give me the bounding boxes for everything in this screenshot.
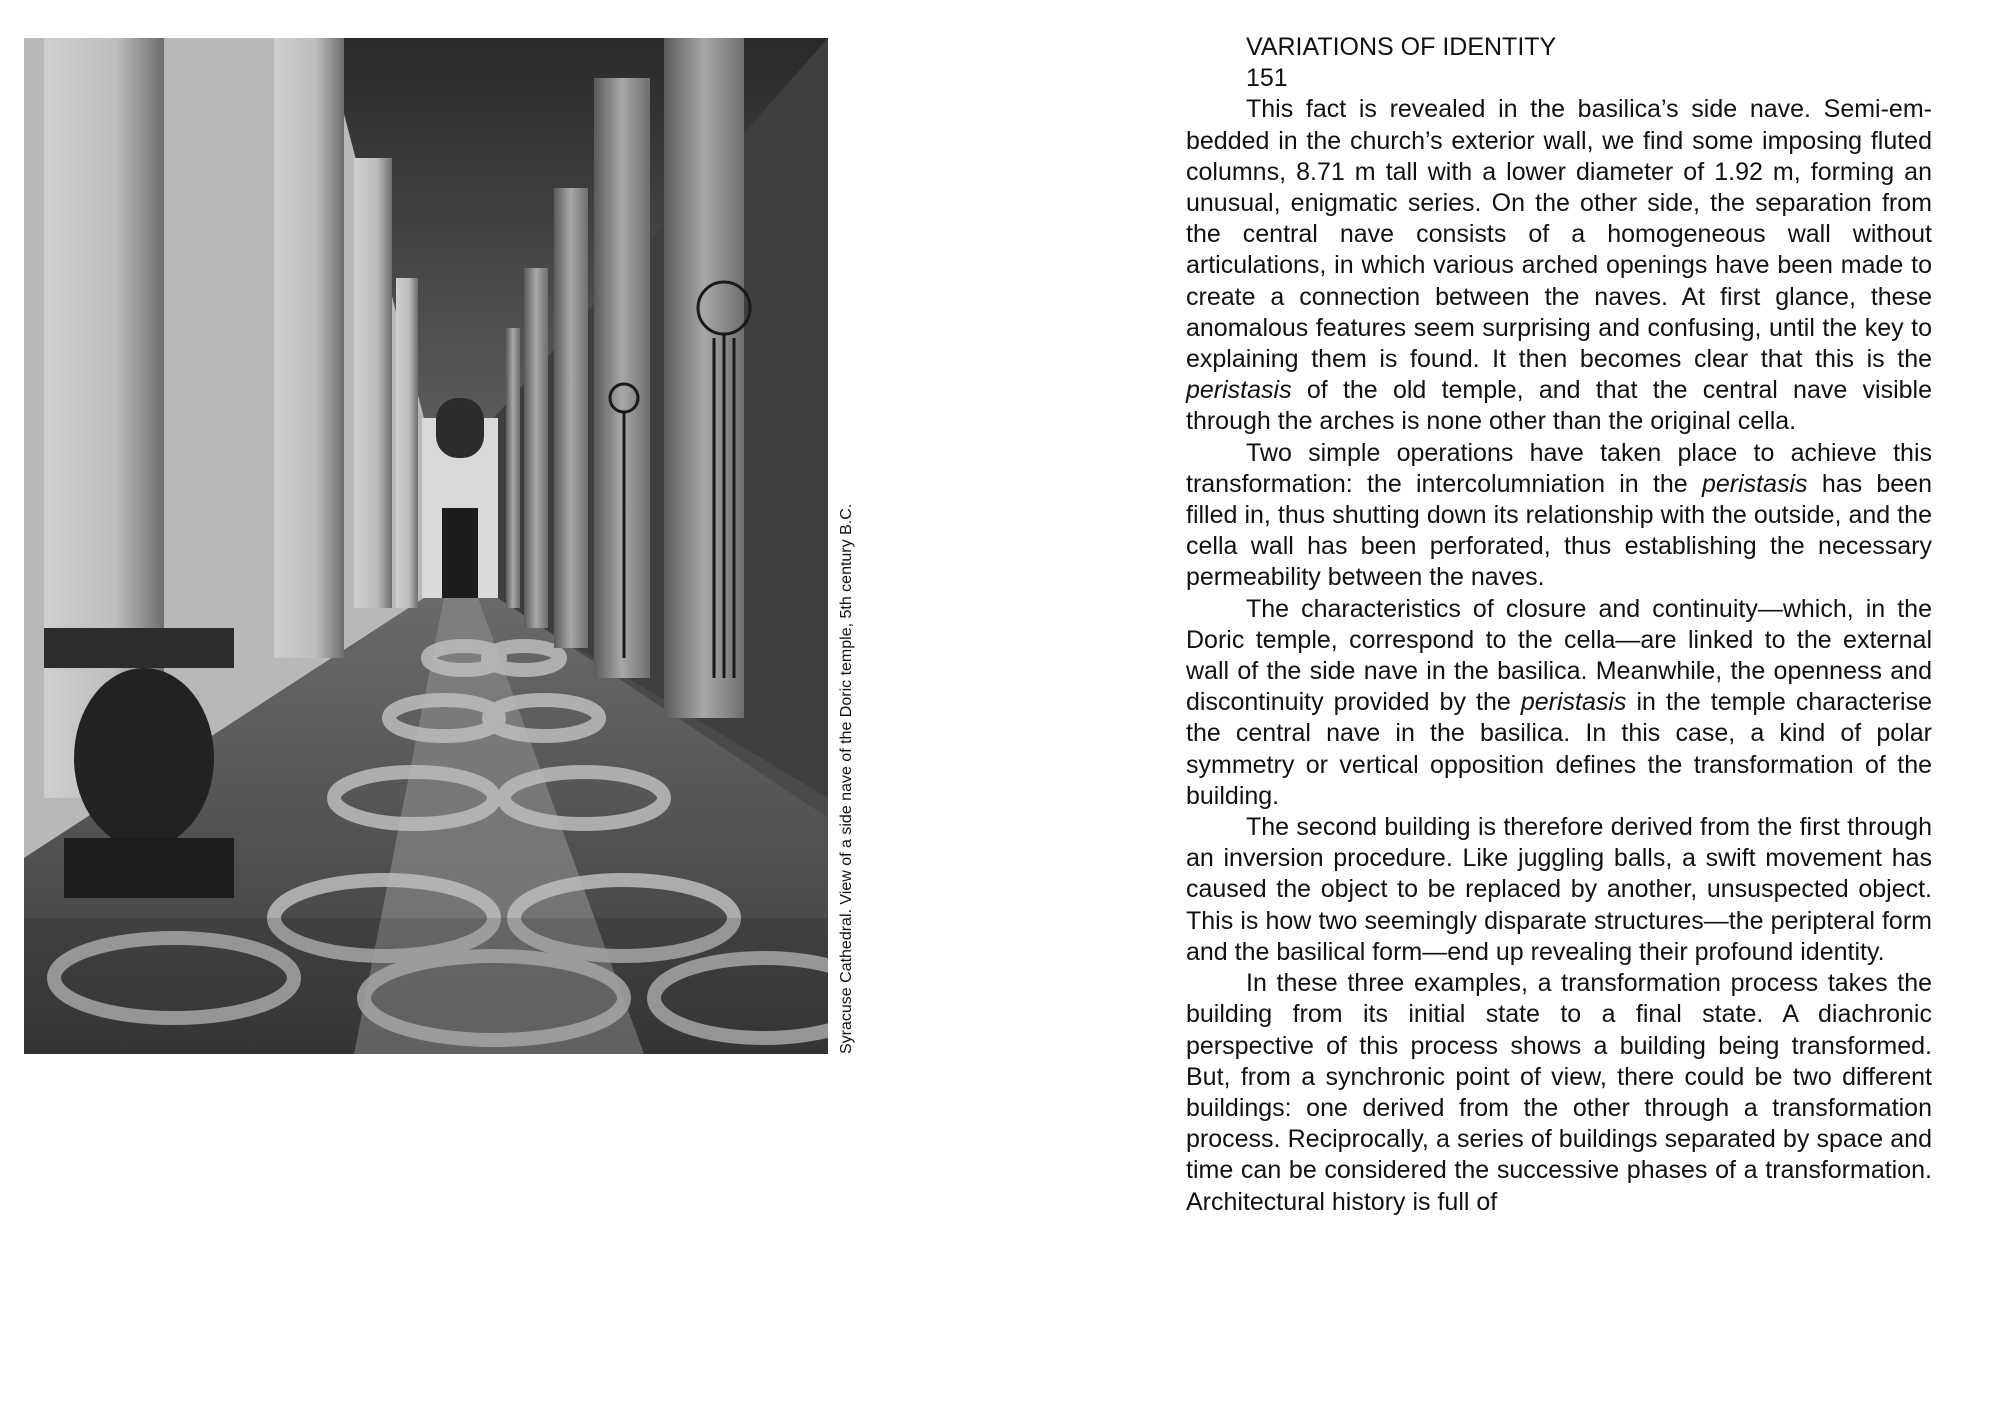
text-column xyxy=(1186,32,1932,1218)
page-number: 151 xyxy=(1246,64,1288,93)
paragraph: Two simple operations have taken place to achieve this transformation: the intercolumniation in the peristasis has been filled in, thus shutting down its relationship with the outside, and the cella wall has been perforated, thus establishing the necessary permeability between the naves. xyxy=(1186,438,1932,592)
paragraph: The second building is therefore derived from the first through an inversion procedure. Like juggling balls, a swift movement has caused the object to be replaced by another, unsuspected object. This is how two seemingly disparate structures—the peripteral form and the basilical form—end up revealing their profound identity. xyxy=(1186,813,1932,966)
paragraph: In these three examples, a transformation process takes the building from its initial state to a final state. A diachronic perspective of this process shows a building being transformed. But, from a synchronic point of view, there could be two different buildings: one derived from the other through a transformation process. Reciprocally, a series of buildings separated by space and time can be considered the successive phases of a transformation. Architectural history is full of xyxy=(1186,969,1932,1216)
paragraph: This fact is revealed in the basilica’s side nave. Semi-embedded in the church’s exterior wall, we find some imposing fluted columns, 8.71 m tall with a lower diameter of 1.92 m, forming an unusual, enigmatic series. On the other side, the separation from the central nave consists of a homogeneous wall without articulations, in which various arched openings have been made to create a connection between the naves. At first glance, these anomalous features seem surprising and confusing, until the key to explaining them is found. It then becomes clear that this is the peristasis of the old temple, and that the central nave visible through the arches is none other than the original cella. xyxy=(1186,95,1932,436)
paragraph: The characteristics of closure and continuity—which, in the Doric temple, correspond to the cella—are linked to the external wall of the side nave in the basilica. Meanwhile, the openness and discontinuity provided by the peristasis in the temple characterise the central nave in the basilica. In this case, a kind of polar symmetry or vertical opposition defines the transformation of the building. xyxy=(1186,594,1932,810)
cathedral-photo xyxy=(24,38,828,1054)
section-title: VARIATIONS OF IDENTITY xyxy=(1246,33,1557,61)
photo-caption: Syracuse Cathedral. View of a side nave of the Doric temple, 5th century B.C. xyxy=(838,503,855,1054)
